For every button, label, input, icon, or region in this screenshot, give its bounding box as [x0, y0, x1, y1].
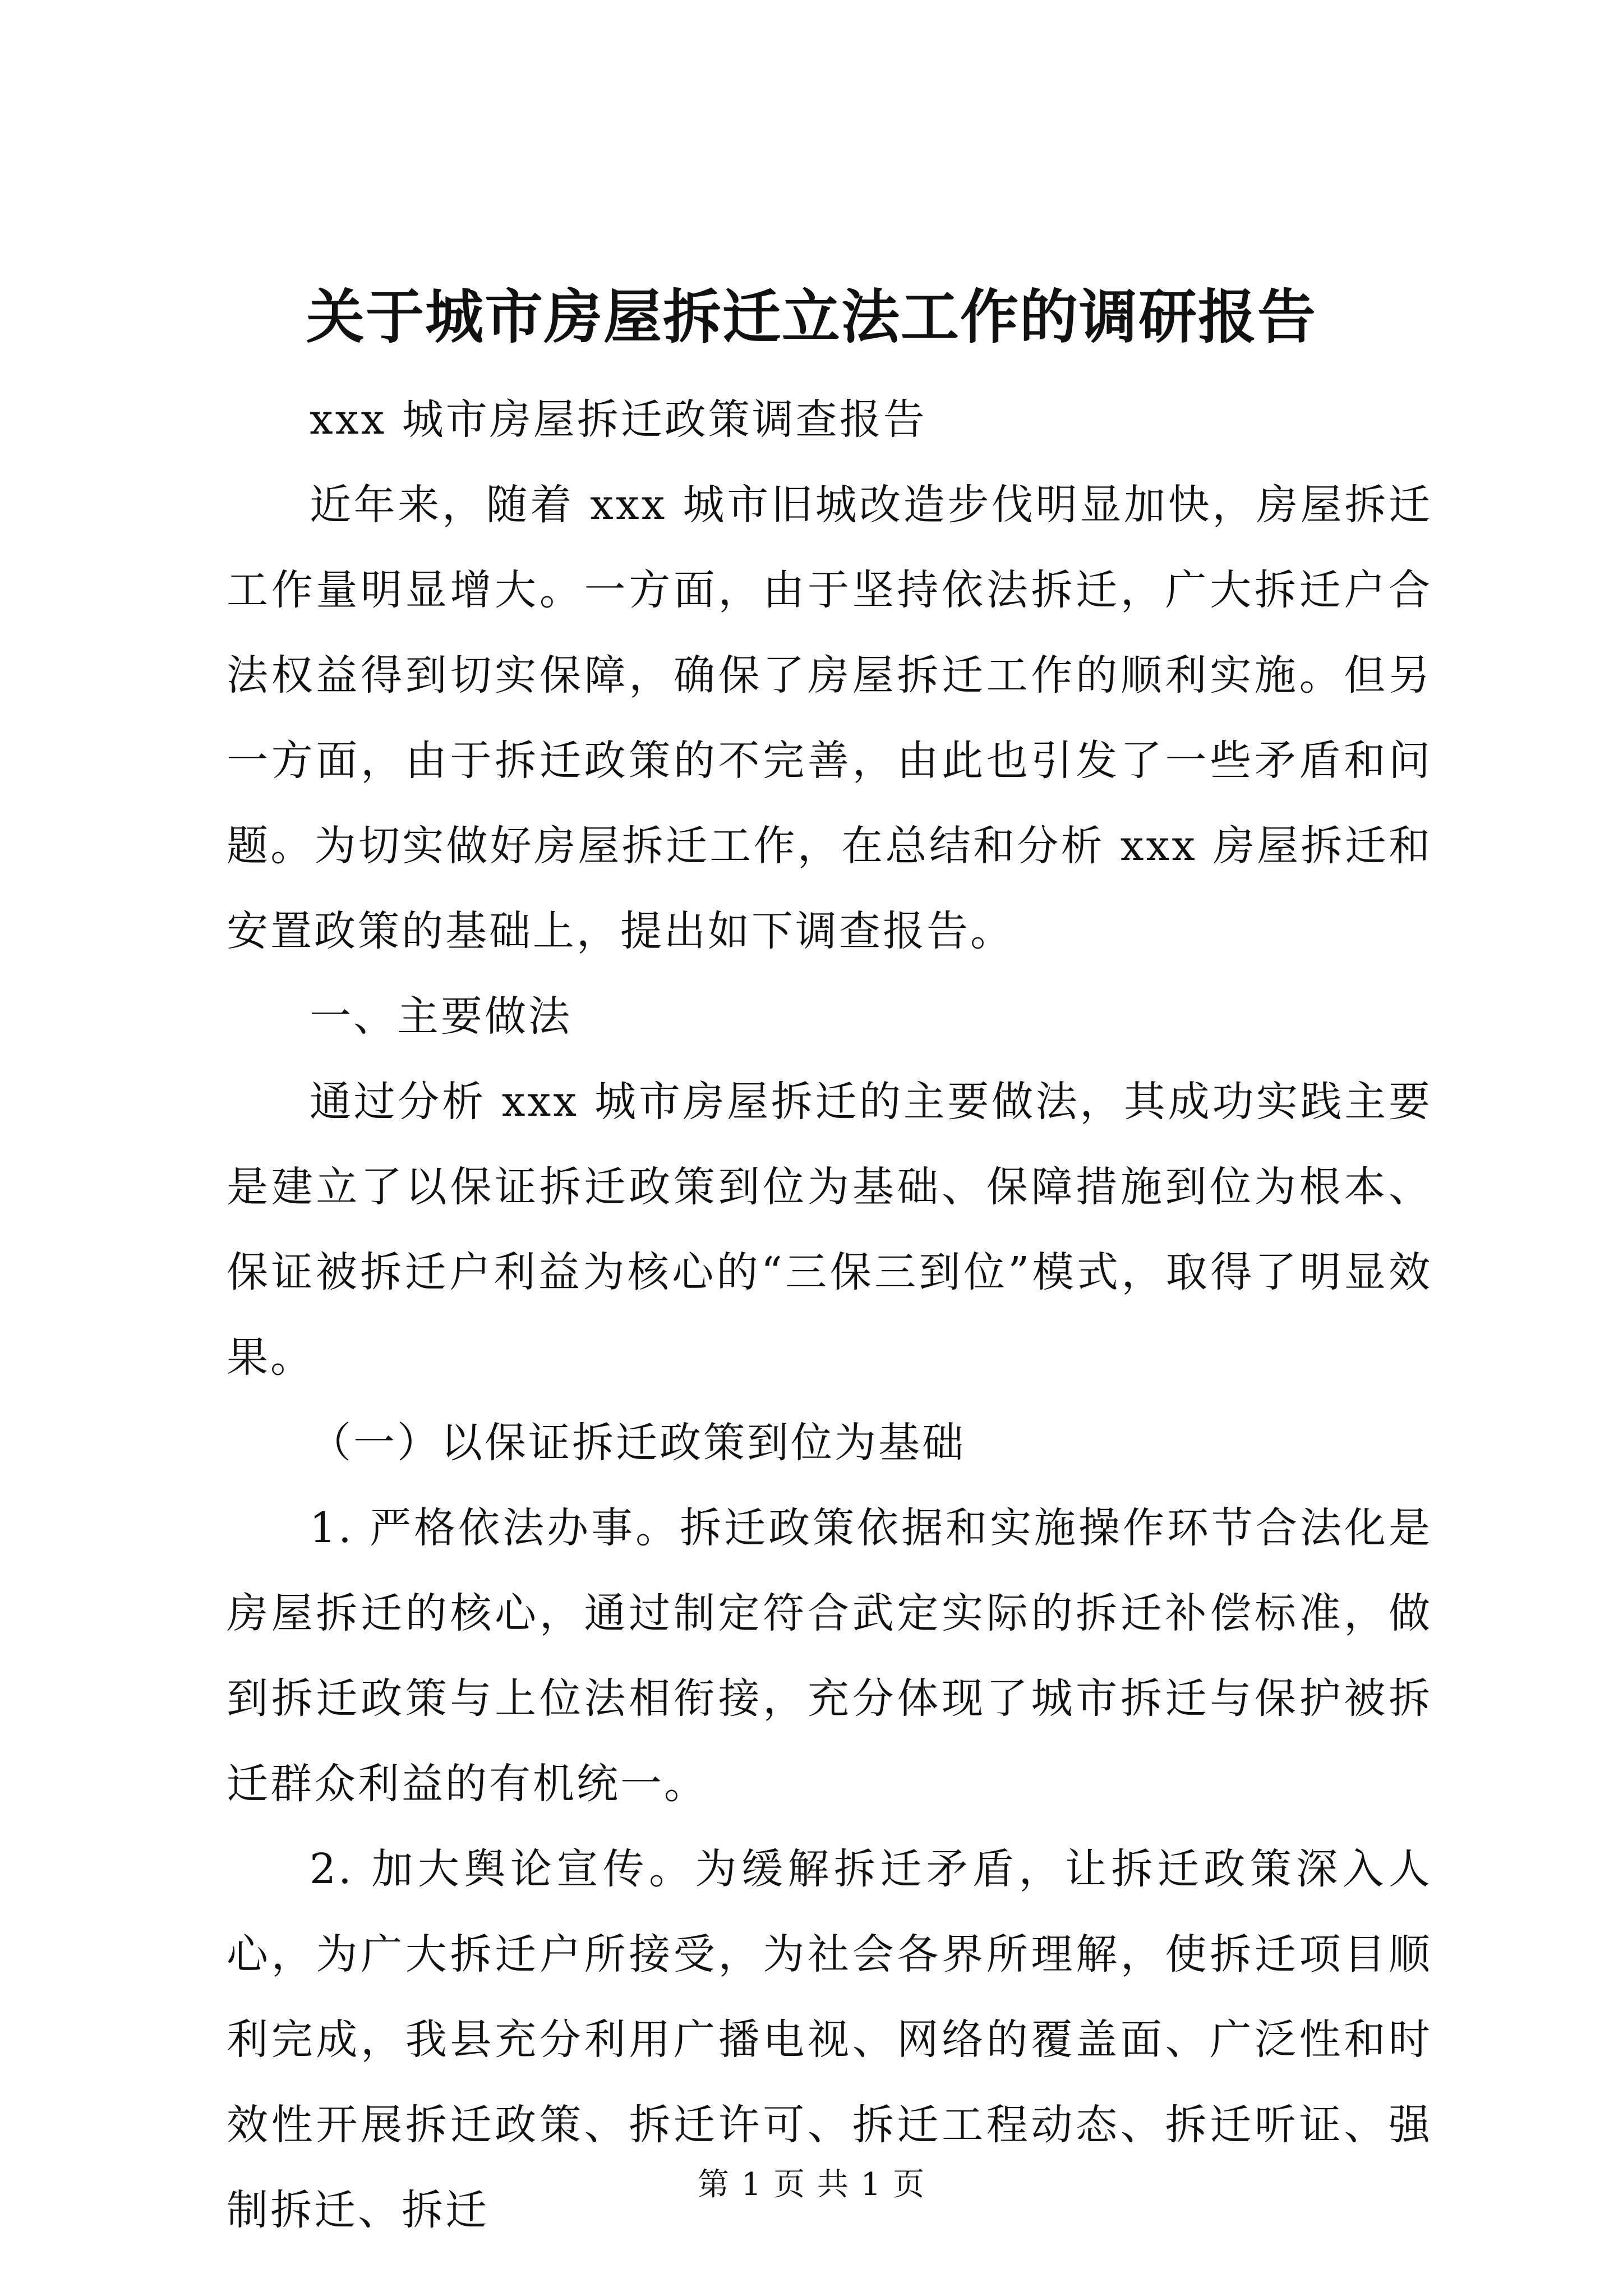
page-footer: 第 1 页 共 1 页 [697, 2166, 926, 2203]
subsection-heading: （一）以保证拆迁政策到位为基础 [310, 1419, 966, 1467]
document-body [227, 377, 1432, 2253]
intro-paragraph: 近年来，随着 xxx 城市旧城改造步伐明显加快，房屋拆迁工作量明显增大。一方面，由于坚持依法拆迁，广大拆迁户合法权益得到切实保障，确保了房屋拆迁工作的顺利实施。但另一方面，由于拆迁政策的不完善，由此也引发了一些矛盾和问题。为切实做好房屋拆迁工作，在总结和分析 xxx 房屋拆迁和安置政策的基础上，提出如下调查报告。 [227, 481, 1432, 955]
item-paragraph-1: 1. 严格依法办事。拆迁政策依据和实施操作环节合法化是房屋拆迁的核心，通过制定符合武定实际的拆迁补偿标准，做到拆迁政策与上位法相衔接，充分体现了城市拆迁与保护被拆迁群众利益的有机统一。 [227, 1504, 1432, 1808]
section-paragraph: 通过分析 xxx 城市房屋拆迁的主要做法，其成功实践主要是建立了以保证拆迁政策到位为基础、保障措施到位为根本、保证被拆迁户利益为核心的“三保三到位”模式，取得了明显效果。 [227, 1078, 1432, 1382]
document-title: 关于城市房屋拆迁立法工作的调研报告 [306, 282, 1317, 351]
section-heading: 一、主要做法 [310, 992, 572, 1041]
item-paragraph-2: 2. 加大舆论宣传。为缓解拆迁矛盾，让拆迁政策深入人心，为广大拆迁户所接受，为社会各界所理解，使拆迁项目顺利完成，我县充分利用广播电视、网络的覆盖面、广泛性和时效性开展拆迁政策、拆迁许可、拆迁工程动态、拆迁听证、强制拆迁、拆迁 [227, 1845, 1432, 2234]
subtitle-paragraph: xxx 城市房屋拆迁政策调查报告 [310, 395, 927, 444]
